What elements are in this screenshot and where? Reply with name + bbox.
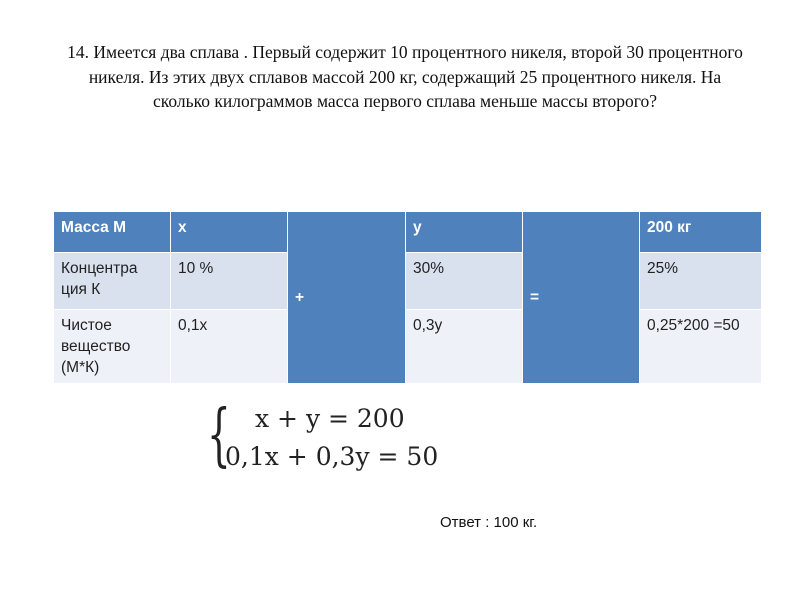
cell-pure-y: 0,3у (406, 310, 523, 384)
cell-concentration-total: 25% (640, 253, 762, 310)
table-row-pure (54, 310, 762, 384)
equation-2: 0,1x + 0,3y = 50 (225, 442, 439, 471)
cell-pure-label: Чистое вещество (М*К) (54, 310, 171, 384)
header-x: х (171, 212, 288, 253)
cell-pure-x: 0,1х (171, 310, 288, 384)
plus-operator: + (288, 212, 406, 384)
cell-concentration-y: 30% (406, 253, 523, 310)
equation-system (207, 396, 457, 478)
table-row-mass (54, 212, 762, 253)
equals-operator: = (523, 212, 640, 384)
cell-concentration-x: 10 % (171, 253, 288, 310)
brace-icon: { (207, 396, 231, 475)
equation-1: x + y = 200 (255, 404, 405, 433)
header-y: у (406, 212, 523, 253)
cell-pure-total: 0,25*200 =50 (640, 310, 762, 384)
header-total: 200 кг (640, 212, 762, 253)
header-mass: Масса М (54, 212, 171, 253)
answer-text: Ответ : 100 кг. (440, 514, 538, 531)
cell-concentration-label: Концентра ция К (54, 253, 171, 310)
alloy-table (53, 211, 762, 384)
problem-statement: 14. Имеется два сплава . Первый содержит 10 процентного никеля, второй 30 процентного никеля. Из этих двух сплавов массой 200 кг, содержащий 25 процентного никеля. На сколько килограммов масса первого сплава меньше массы второго? (67, 42, 743, 111)
table-row-concentration (54, 253, 762, 310)
